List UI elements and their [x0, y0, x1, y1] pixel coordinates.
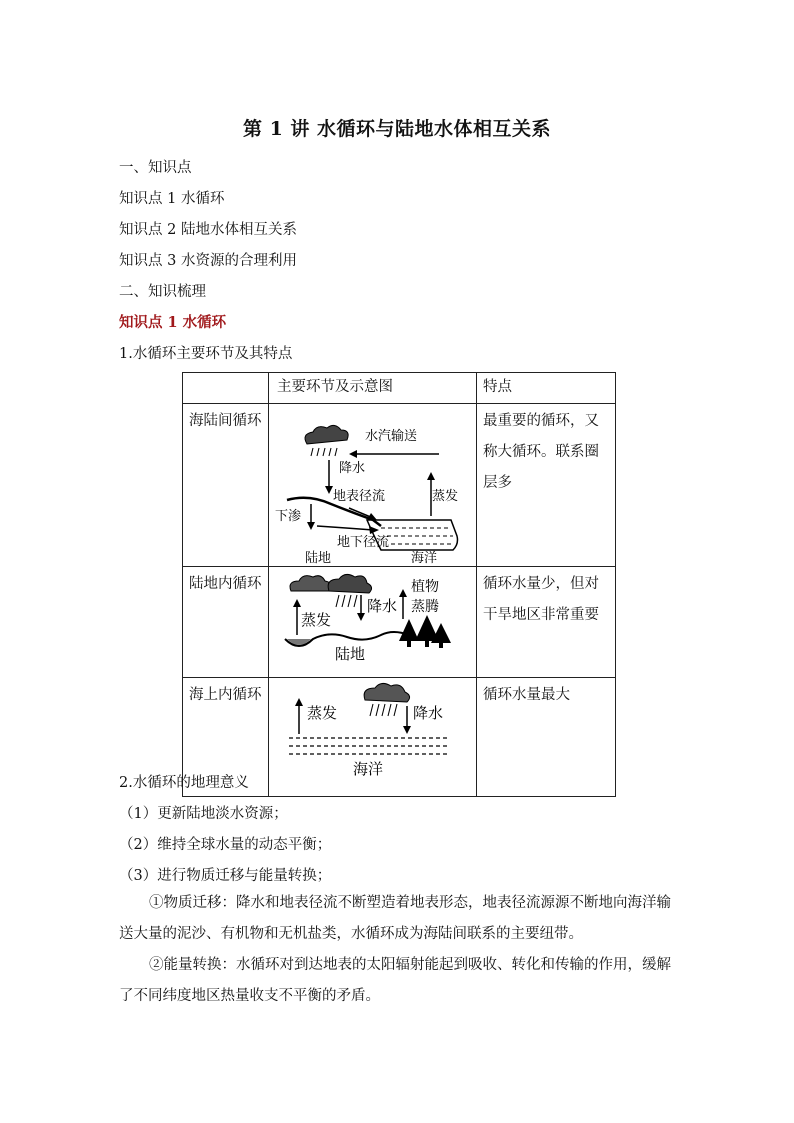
arrowhead-icon — [295, 698, 303, 706]
label-ocean: 海洋 — [353, 760, 384, 778]
rain-icon — [311, 448, 337, 456]
cloud-icon — [290, 576, 331, 591]
page-title: 第 1 讲 水循环与陆地水体相互关系 — [242, 118, 552, 140]
red-heading: 知识点 1 水循环 — [119, 314, 227, 331]
cloud-icon — [364, 683, 409, 702]
knowledge-point-1: 知识点 1 水循环 — [119, 191, 225, 207]
rain-icon — [370, 704, 397, 716]
underground-runoff-arrow — [317, 526, 373, 530]
label-evaporation: 蒸发 — [432, 489, 459, 504]
energy-conversion-paragraph: ②能量转换：水循环对到达地表的太阳辐射能起到吸收、转化和传输的作用，缓解了不同纬度地区热量收支不平衡的矛盾。 — [119, 957, 671, 1004]
rain-icon — [336, 595, 357, 607]
label-precipitation: 降水 — [339, 461, 366, 476]
item-1-heading: 1.水循环主要环节及其特点 — [119, 346, 293, 362]
item-2-heading: 2.水循环的地理意义 — [119, 775, 249, 791]
arrowhead-icon — [349, 450, 357, 458]
header-cell-feature: 特点 — [477, 373, 616, 404]
arrowhead-icon — [399, 589, 407, 597]
label-evaporation: 蒸发 — [301, 611, 332, 629]
water-cycle-table — [182, 372, 616, 797]
label-plants: 植物 — [411, 579, 439, 595]
significance-point-1: （1）更新陆地淡水资源； — [119, 806, 288, 822]
label-underground-runoff: 地下径流 — [337, 535, 390, 550]
section-knowledge-points: 一、知识点 — [119, 160, 192, 176]
diagram-sea-cycle — [269, 678, 477, 797]
header-cell-diagram: 主要环节及示意图 — [269, 373, 477, 404]
label-land: 陆地 — [335, 645, 366, 663]
label-ocean: 海洋 — [411, 551, 438, 566]
tree-icon — [399, 615, 451, 648]
table-header-row — [183, 373, 616, 404]
section-knowledge-review: 二、知识梳理 — [119, 284, 206, 300]
arrowhead-icon — [307, 522, 315, 530]
cloud-icon — [305, 425, 348, 444]
knowledge-point-2: 知识点 2 陆地水体相互关系 — [119, 222, 297, 238]
cycle-name-sea-land: 海陆间循环 — [183, 404, 269, 567]
header-cell-empty — [183, 373, 269, 404]
feature-sea: 循环水量最大 — [477, 678, 616, 797]
label-evaporation: 蒸发 — [307, 704, 338, 722]
table-row — [183, 567, 616, 678]
label-infiltration: 下渗 — [275, 509, 302, 524]
ocean-waves — [289, 738, 449, 754]
cycle-name-sea: 海上内循环 — [183, 678, 269, 797]
cloud-icon — [328, 574, 371, 593]
sea-cycle-diagram — [269, 678, 471, 784]
table-row — [183, 404, 616, 567]
label-vapor-transport: 水汽输送 — [365, 429, 418, 444]
significance-point-2: （2）维持全球水量的动态平衡； — [119, 837, 332, 853]
arrowhead-icon — [293, 599, 301, 607]
feature-sea-land: 最重要的循环，又称大循环。联系圈层多 — [477, 404, 616, 567]
arrowhead-icon — [403, 726, 411, 734]
label-land: 陆地 — [305, 551, 332, 566]
arrowhead-icon — [427, 472, 435, 480]
label-transpiration: 蒸腾 — [411, 599, 439, 615]
label-precipitation: 降水 — [367, 597, 398, 615]
land-cycle-diagram — [269, 567, 471, 665]
knowledge-point-3: 知识点 3 水资源的合理利用 — [119, 253, 297, 269]
cycle-name-land: 陆地内循环 — [183, 567, 269, 678]
sea-land-cycle-diagram — [269, 404, 471, 566]
label-surface-runoff: 地表径流 — [333, 489, 386, 504]
feature-land: 循环水量少，但对干旱地区非常重要 — [477, 567, 616, 678]
significance-point-3: （3）进行物质迁移与能量转换； — [119, 868, 332, 884]
arrowhead-icon — [325, 486, 333, 494]
diagram-sea-land-cycle — [269, 404, 477, 567]
diagram-land-cycle — [269, 567, 477, 678]
ocean-waves — [381, 528, 453, 544]
label-precipitation: 降水 — [413, 704, 444, 722]
arrowhead-icon — [357, 613, 365, 621]
material-migration-paragraph: ①物质迁移：降水和地表径流不断塑造着地表形态，地表径流源源不断地向海洋输送大量的泥沙、有机物和无机盐类，水循环成为海陆间联系的主要纽带。 — [119, 895, 671, 942]
